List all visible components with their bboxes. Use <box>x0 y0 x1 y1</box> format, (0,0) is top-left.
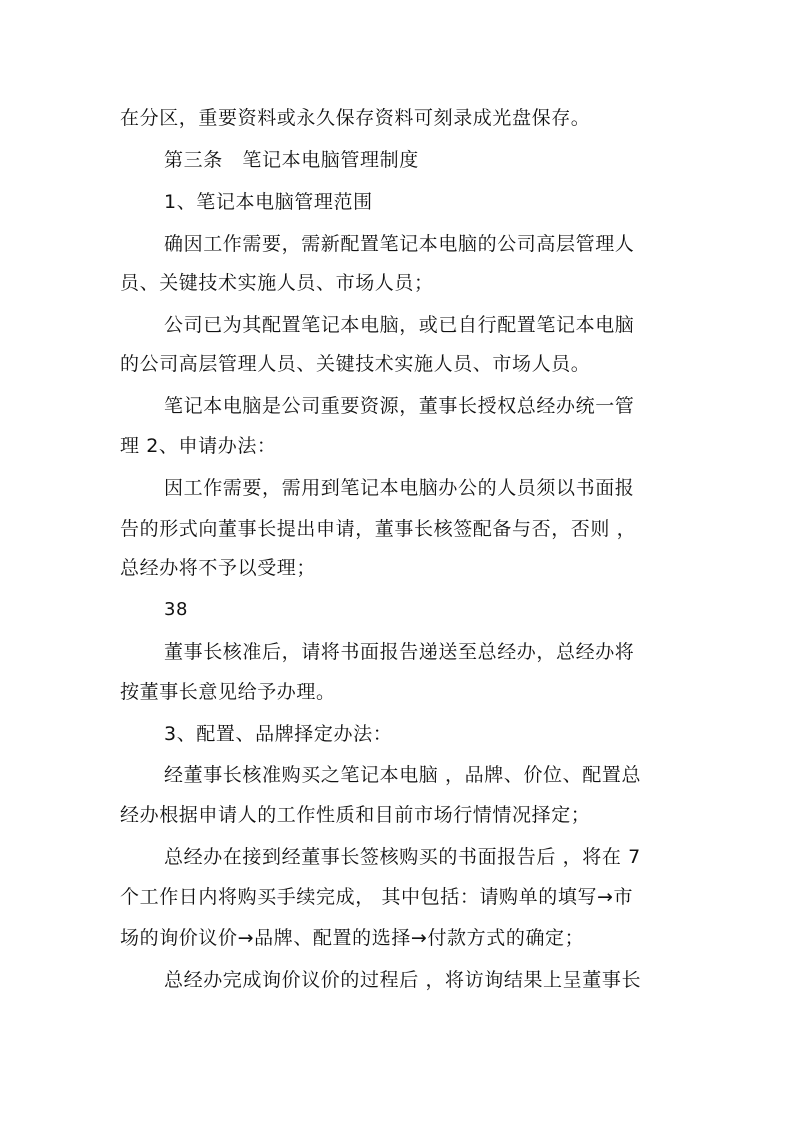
paragraph-line: 在分区，重要资料或永久保存资料可刻录成光盘保存。 <box>120 107 591 129</box>
paragraph-line: 按董事长意见给予办理。 <box>120 681 336 703</box>
paragraph-line: 理 2、申请办法： <box>120 435 277 457</box>
paragraph-line: 告的形式向董事长提出申请，董事长核签配备与否，否则 ， <box>120 518 637 540</box>
paragraph-line: 笔记本电脑是公司重要资源，董事长授权总经办统一管 <box>164 395 635 417</box>
paragraph-line: 总经办完成询价议价的过程后 ，将访询结果上呈董事长 <box>164 969 642 991</box>
paragraph-line: 因工作需要，需用到笔记本电脑办公的人员须以书面报 <box>164 477 635 499</box>
paragraph-line: 董事长核准后，请将书面报告递送至总经办，总经办将 <box>164 641 635 663</box>
paragraph-line: 场的询价议价→品牌、配置的选择→付款方式的确定； <box>120 927 585 949</box>
subsection-heading: 1、笔记本电脑管理范围 <box>164 191 373 213</box>
paragraph-line: 公司已为其配置笔记本电脑，或已自行配置笔记本电脑 <box>164 314 635 336</box>
paragraph-line: 个工作日内将购买手续完成， 其中包括：请购单的填写→市 <box>120 886 634 908</box>
paragraph-line: 员、关键技术实施人员、市场人员； <box>120 272 434 294</box>
paragraph-line: 经董事长核准购买之笔记本电脑 ，品牌、价位、配置总 <box>164 764 642 786</box>
section-heading: 第三条 笔记本电脑管理制度 <box>164 149 419 171</box>
paragraph-line: 总经办将不予以受理； <box>120 557 317 579</box>
paragraph-line: 的公司高层管理人员、关键技术实施人员、市场人员。 <box>120 353 591 375</box>
page-number: 38 <box>164 599 189 620</box>
paragraph-line: 总经办在接到经董事长签核购买的书面报告后 ，将在 7 <box>164 846 641 868</box>
subsection-heading: 3、配置、品牌择定办法： <box>164 723 393 745</box>
paragraph-line: 确因工作需要，需新配置笔记本电脑的公司高层管理人 <box>164 233 635 255</box>
paragraph-line: 经办根据申请人的工作性质和目前市场行情情况择定； <box>120 804 591 826</box>
